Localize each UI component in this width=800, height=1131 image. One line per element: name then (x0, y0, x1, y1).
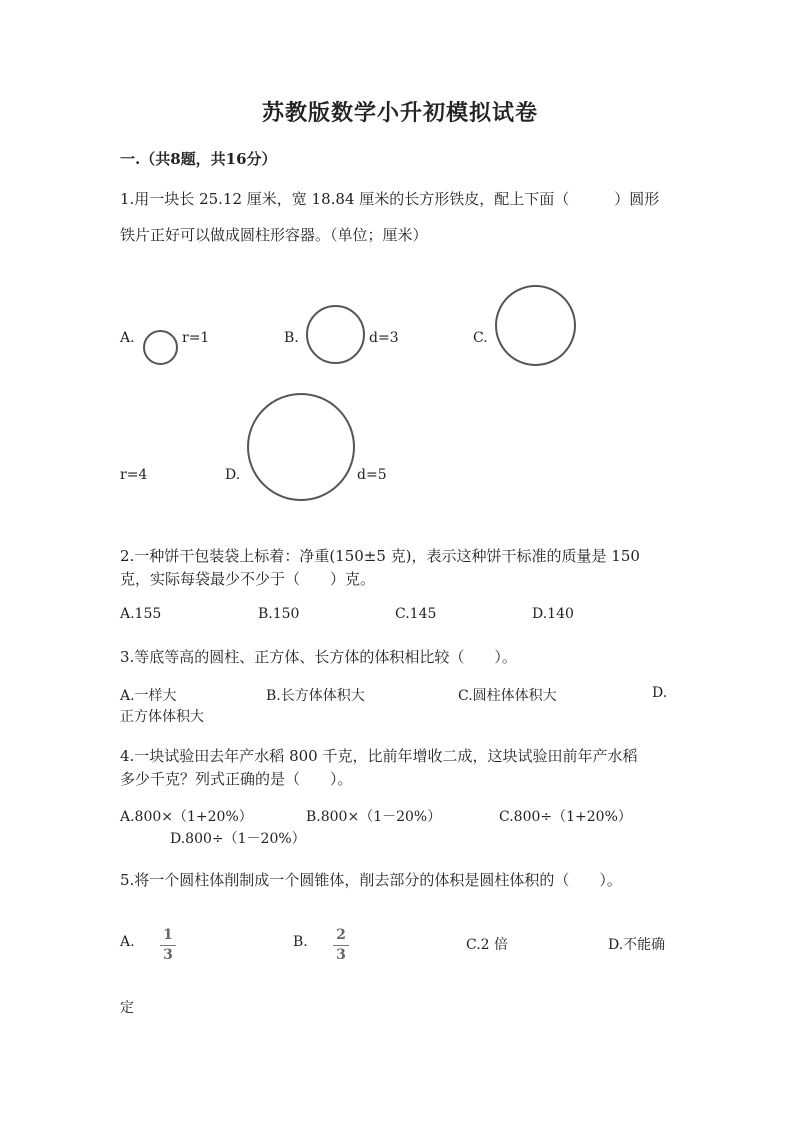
q3-option-b[interactable]: B.长方体体积大 (266, 688, 365, 704)
q2-option-c[interactable]: C.145 (395, 606, 437, 622)
q5-option-a-denominator: 3 (163, 947, 173, 963)
question-1-line-2: 铁片正好可以做成圆柱形容器。（单位；厘米） (120, 226, 428, 244)
question-2-line-1: 2.一种饼干包装袋上标着：净重(150±5 克)，表示这种饼干标准的质量是 150 (120, 547, 640, 565)
q5-option-a-letter[interactable]: A. (120, 934, 135, 950)
q5-option-d[interactable]: D.不能确 (608, 937, 666, 953)
q1-option-b-circle (306, 305, 365, 364)
q5-option-d-continued: 定 (120, 1000, 134, 1016)
q1-option-b-letter[interactable]: B. (284, 330, 299, 346)
q3-option-d-letter[interactable]: D. (652, 685, 668, 701)
q3-option-d-text: 正方体体积大 (120, 709, 204, 725)
q1-option-d-circle (247, 393, 355, 501)
q1-option-a-circle (143, 330, 178, 365)
q4-option-b[interactable]: B.800×（1－20%） (306, 809, 442, 825)
q1-option-c-value: r=4 (120, 467, 148, 483)
q3-option-c[interactable]: C.圆柱体体积大 (458, 688, 557, 704)
q1-option-c-circle (495, 285, 576, 366)
q5-option-b-denominator: 3 (336, 947, 346, 963)
q5-option-a-numerator: 1 (163, 927, 173, 943)
page-title: 苏教版数学小升初模拟试卷 (261, 100, 538, 126)
q1-option-d-letter[interactable]: D. (225, 467, 241, 483)
q1-option-c-letter[interactable]: C. (473, 330, 488, 346)
q2-option-d[interactable]: D.140 (532, 606, 574, 622)
q1-option-a-letter[interactable]: A. (120, 330, 135, 346)
question-4-line-2: 多少千克？列式正确的是（ ）。 (120, 770, 353, 788)
q5-option-a-fraction (160, 928, 176, 963)
q5-option-b-letter[interactable]: B. (293, 934, 308, 950)
q2-option-b[interactable]: B.150 (258, 606, 300, 622)
fraction-bar (333, 945, 349, 946)
fraction-bar (160, 945, 176, 946)
question-5-line-1: 5.将一个圆柱体削制成一个圆锥体，削去部分的体积是圆柱体积的（ ）。 (120, 871, 622, 889)
q5-option-c[interactable]: C.2 倍 (466, 937, 509, 953)
q4-option-c[interactable]: C.800÷（1+20%） (499, 809, 632, 825)
q3-option-a[interactable]: A.一样大 (120, 688, 177, 704)
q4-option-a[interactable]: A.800×（1+20%） (120, 809, 253, 825)
question-3-line-1: 3.等底等高的圆柱、正方体、长方体的体积相比较（ ）。 (120, 648, 517, 666)
q1-option-d-value: d=5 (357, 467, 387, 483)
section-heading: 一.（共8题，共16分） (120, 150, 277, 168)
question-1-line-1: 1.用一块长 25.12 厘米，宽 18.84 厘米的长方形铁皮，配上下面（ ）圆形 (120, 190, 660, 208)
q1-option-a-value: r=1 (182, 330, 210, 346)
q4-option-d[interactable]: D.800÷（1－20%） (170, 831, 306, 847)
q1-option-b-value: d=3 (369, 330, 399, 346)
question-4-line-1: 4.一块试验田去年产水稻 800 千克，比前年增收二成，这块试验田前年产水稻 (120, 747, 638, 765)
question-2-line-2: 克，实际每袋最少不少于（ ）克。 (120, 570, 376, 588)
q5-option-b-numerator: 2 (336, 927, 346, 943)
q5-option-b-fraction (333, 928, 349, 963)
q2-option-a[interactable]: A.155 (120, 606, 162, 622)
